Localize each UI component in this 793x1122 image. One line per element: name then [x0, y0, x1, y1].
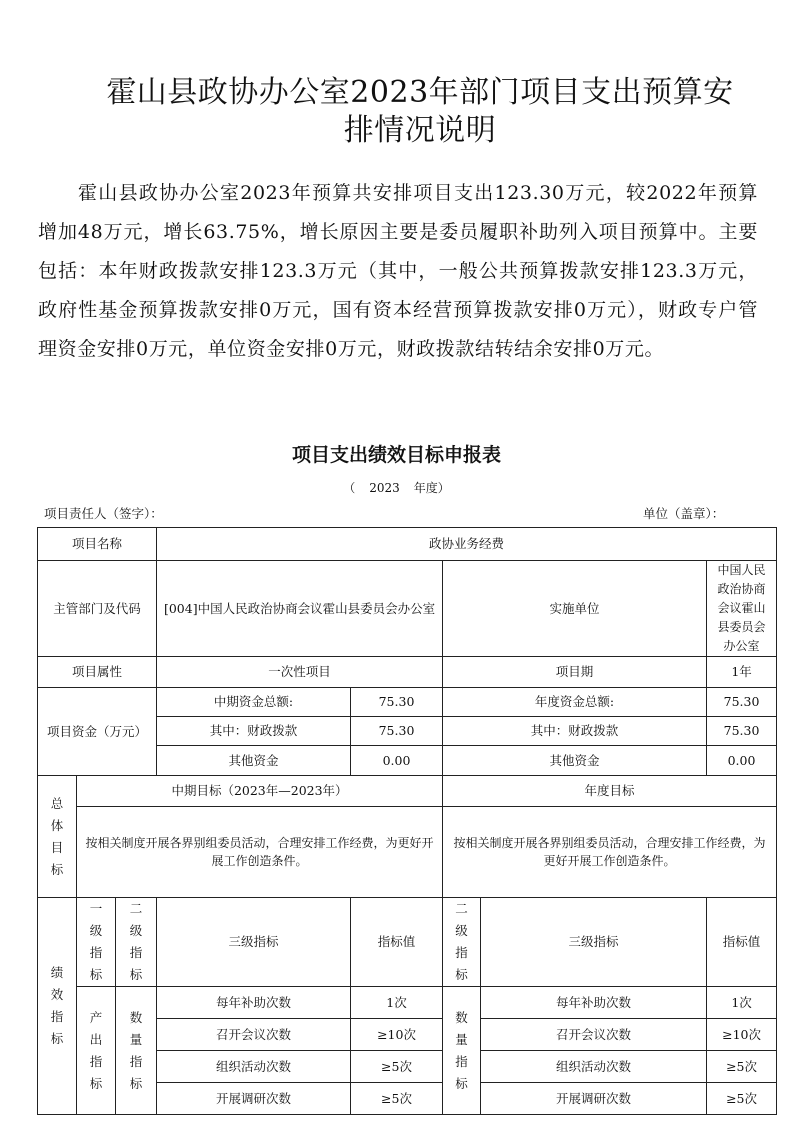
annual-other-value: 0.00 [707, 746, 777, 776]
indicator-name: 每年补助次数 [481, 987, 707, 1019]
form-year-line [0, 479, 793, 496]
right-level2-header: 二级指标 [443, 898, 481, 987]
midterm-fiscal-label: 其中：财政拨款 [157, 717, 351, 746]
left-level3-header: 三级指标 [157, 898, 351, 987]
annual-goal-header: 年度目标 [443, 776, 777, 807]
right-level2-quantity: 数量指标 [443, 987, 481, 1115]
row-indicator-headers [38, 898, 777, 987]
unit-seal-label: 单位（盖章）： [643, 506, 725, 521]
indicator-name: 开展调研次数 [157, 1083, 351, 1115]
indicator-value: ≥5次 [351, 1083, 443, 1115]
indicator-value: ≥10次 [707, 1019, 777, 1051]
left-level1-header: 一级指标 [77, 898, 116, 987]
annual-goal-text: 按相关制度开展各界别组委员活动，合理安排工作经费，为更好开展工作创造条件。 [443, 807, 777, 898]
year-close: 年度） [413, 481, 450, 495]
project-name-value: 政协业务经费 [157, 528, 777, 561]
indicator-value: 1次 [707, 987, 777, 1019]
impl-label: 实施单位 [443, 561, 707, 657]
annual-fiscal-label: 其中：财政拨款 [443, 717, 707, 746]
attr-value: 一次性项目 [157, 657, 443, 688]
dept-label: 主管部门及代码 [38, 561, 157, 657]
year-open: （ [343, 481, 356, 495]
performance-target-table [37, 527, 777, 1115]
page-title [70, 74, 770, 150]
row-attribute [38, 657, 777, 688]
indicator-name: 组织活动次数 [157, 1051, 351, 1083]
left-value-header: 指标值 [351, 898, 443, 987]
annual-total-value: 75.30 [707, 688, 777, 717]
intro-paragraph: 霍山县政协办公室2023年预算共安排项目支出123.30万元，较2022年预算增加48万元，增长63.75%，增长原因主要是委员履职补助列入项目预算中。主要包括：本年财政拨款安排123.3万元（其中，一般公共预算拨款安排123.3万元，政府性基金预算拨款安排0万元，国有资本经营预算拨款安排0万元），财政专户管理资金安排0万元，单位资金安排0万元，财政拨款结转结余安排0万元。 [38, 182, 758, 360]
period-value: 1年 [707, 657, 777, 688]
form-title: 项目支出绩效目标申报表 [291, 444, 501, 466]
midterm-other-value: 0.00 [351, 746, 443, 776]
annual-fiscal-value: 75.30 [707, 717, 777, 746]
indicator-name: 开展调研次数 [481, 1083, 707, 1115]
indicator-value: ≥5次 [351, 1051, 443, 1083]
row-project-name [38, 528, 777, 561]
right-level3-header: 三级指标 [481, 898, 707, 987]
annual-other-label: 其他资金 [443, 746, 707, 776]
midterm-other-label: 其他资金 [157, 746, 351, 776]
left-level2-quantity: 数量指标 [116, 987, 157, 1115]
attr-label: 项目属性 [38, 657, 157, 688]
performance-indicator-label: 绩效指标 [38, 898, 77, 1115]
overall-goal-label: 总体目标 [38, 776, 77, 898]
indicator-name: 召开会议次数 [481, 1019, 707, 1051]
midterm-goal-text: 按相关制度开展各界别组委员活动，合理安排工作经费，为更好开展工作创造条件。 [77, 807, 443, 898]
indicator-value: ≥10次 [351, 1019, 443, 1051]
indicator-name: 每年补助次数 [157, 987, 351, 1019]
indicator-value: ≥5次 [707, 1083, 777, 1115]
annual-total-label: 年度资金总额: [443, 688, 707, 717]
row-department [38, 561, 777, 657]
indicator-name: 召开会议次数 [157, 1019, 351, 1051]
midterm-total-label: 中期资金总额: [157, 688, 351, 717]
title-line-1: 霍山县政协办公室2023年部门项目支出预算安 [106, 75, 734, 110]
row-goal-content [38, 807, 777, 898]
title-line-2: 排情况说明 [343, 113, 497, 148]
midterm-goal-header: 中期目标（2023年—2023年） [77, 776, 443, 807]
responsible-signature-label: 项目责任人（签字）： [44, 506, 163, 521]
row-funds-total [38, 688, 777, 717]
midterm-total-value: 75.30 [351, 688, 443, 717]
right-value-header: 指标值 [707, 898, 777, 987]
dept-value: [004]中国人民政治协商会议霍山县委员会办公室 [157, 561, 443, 657]
midterm-fiscal-value: 75.30 [351, 717, 443, 746]
indicator-name: 组织活动次数 [481, 1051, 707, 1083]
form-year: 2023 [369, 481, 400, 495]
row-goal-headers [38, 776, 777, 807]
project-name-label: 项目名称 [38, 528, 157, 561]
left-level2-header: 二级指标 [116, 898, 157, 987]
left-level1-output: 产出指标 [77, 987, 116, 1115]
funds-label: 项目资金（万元） [38, 688, 157, 776]
indicator-value: 1次 [351, 987, 443, 1019]
indicator-value: ≥5次 [707, 1051, 777, 1083]
impl-value: 中国人民政治协商会议霍山县委员会办公室 [707, 561, 777, 657]
period-label: 项目期 [443, 657, 707, 688]
table-row [38, 987, 777, 1019]
